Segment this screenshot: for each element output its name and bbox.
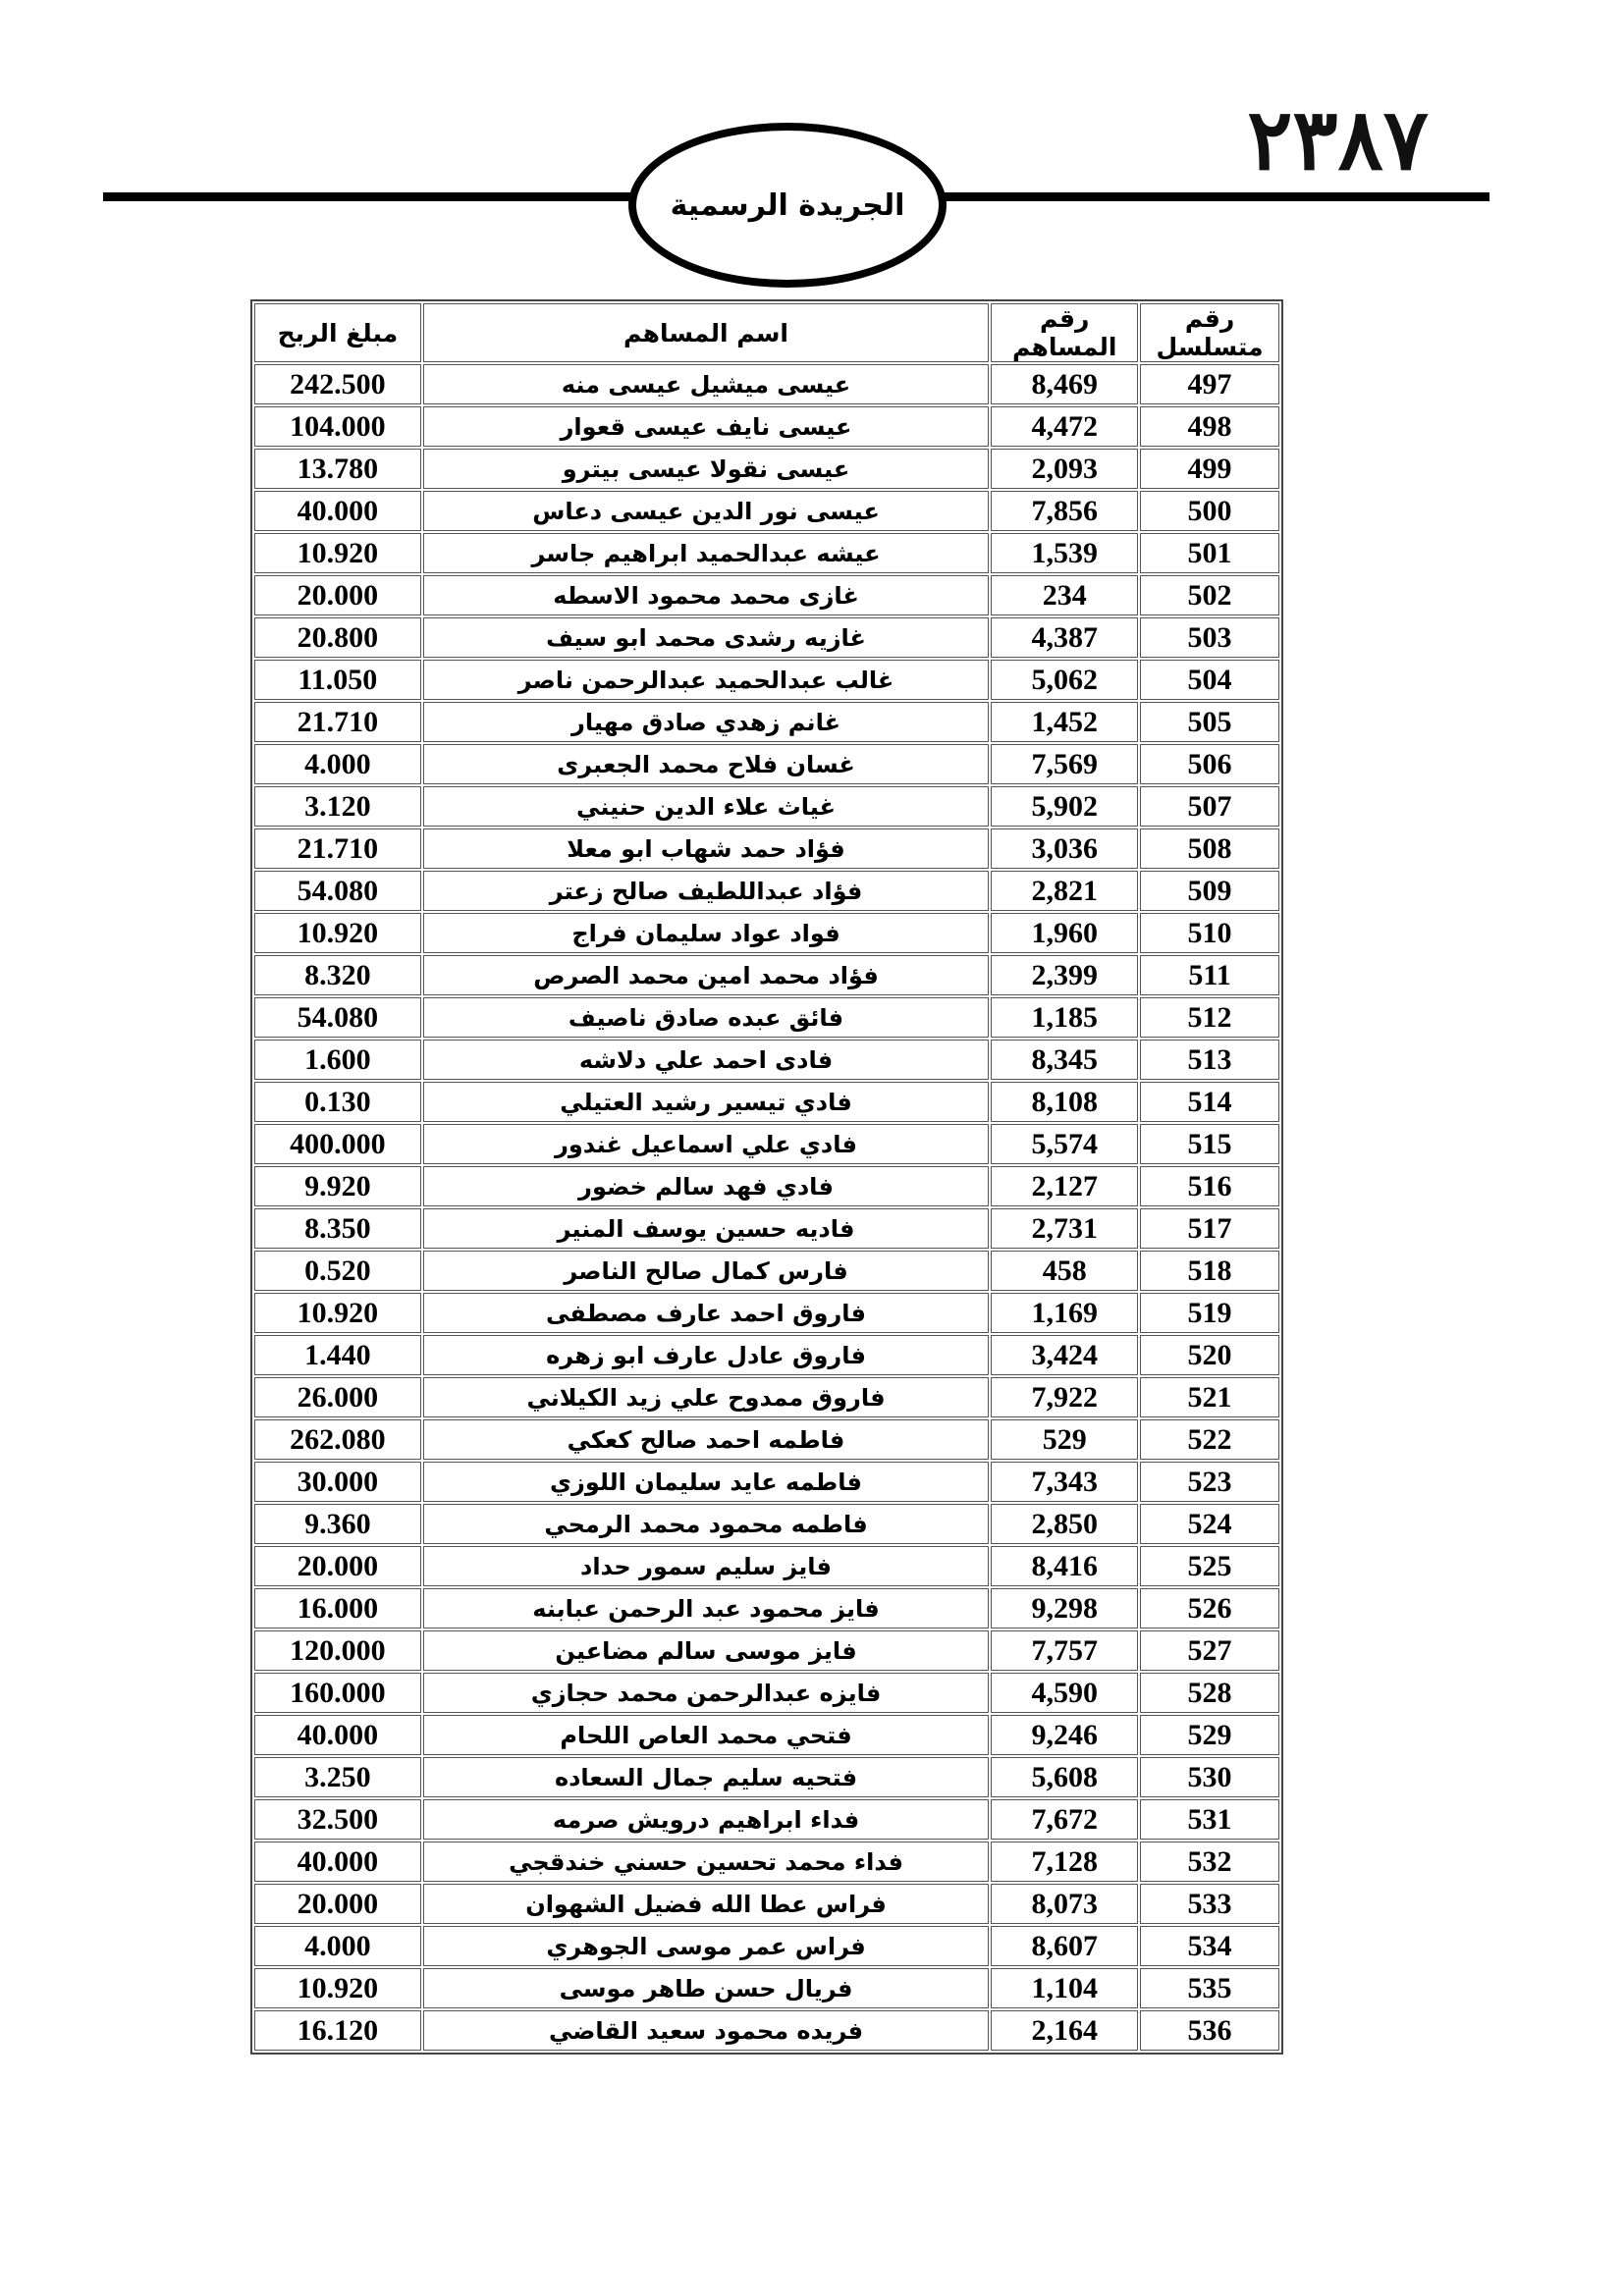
amount-cell: 8.350 [254,1208,421,1249]
table-row [254,1377,1279,1417]
table-row [254,617,1279,658]
serial-cell: 503 [1140,617,1279,658]
shareholder-no-cell: 5,902 [991,786,1138,827]
name-cell: فواد عواد سليمان فراج [423,913,989,953]
amount-cell: 10.920 [254,1293,421,1333]
amount-cell: 16.120 [254,2010,421,2051]
table-row [254,744,1279,784]
amount-cell: 40.000 [254,1715,421,1755]
table-row [254,1462,1279,1502]
shareholder-no-cell: 3,424 [991,1335,1138,1375]
table-row [254,1504,1279,1544]
amount-cell: 3.250 [254,1757,421,1797]
table-row [254,1630,1279,1671]
table-row [254,1884,1279,1924]
serial-cell: 536 [1140,2010,1279,2051]
serial-cell: 510 [1140,913,1279,953]
name-cell: فايز موسى سالم مضاعين [423,1630,989,1671]
serial-cell: 532 [1140,1842,1279,1882]
shareholder-no-cell: 8,469 [991,364,1138,404]
name-cell: فاروق احمد عارف مصطفى [423,1293,989,1333]
shareholder-no-cell: 4,590 [991,1673,1138,1713]
shareholder-no-cell: 2,399 [991,955,1138,995]
shareholder-no-cell: 7,569 [991,744,1138,784]
serial-cell: 509 [1140,871,1279,911]
table-row [254,1208,1279,1249]
serial-cell: 502 [1140,575,1279,615]
table-row [254,871,1279,911]
shareholder-no-cell: 4,387 [991,617,1138,658]
name-cell: عيسى نايف عيسى قعوار [423,406,989,447]
serial-cell: 499 [1140,449,1279,489]
name-cell: فائق عبده صادق ناصيف [423,997,989,1038]
table-row [254,1082,1279,1122]
serial-cell: 522 [1140,1419,1279,1460]
serial-cell: 516 [1140,1166,1279,1206]
name-cell: فايز سليم سمور حداد [423,1546,989,1586]
gazette-title: الجريدة الرسمية [670,187,905,223]
col-serial: رقم متسلسل [1140,303,1279,362]
shareholder-no-cell: 8,416 [991,1546,1138,1586]
shareholder-no-cell: 7,343 [991,1462,1138,1502]
shareholder-no-cell: 2,850 [991,1504,1138,1544]
name-cell: عيسى نقولا عيسى بيترو [423,449,989,489]
name-cell: فتحي محمد العاص اللحام [423,1715,989,1755]
table-row [254,1757,1279,1797]
table-row [254,491,1279,531]
amount-cell: 4.000 [254,744,421,784]
table-row [254,1673,1279,1713]
amount-cell: 8.320 [254,955,421,995]
amount-cell: 4.000 [254,1926,421,1966]
table-row [254,364,1279,404]
serial-cell: 504 [1140,660,1279,700]
amount-cell: 0.130 [254,1082,421,1122]
shareholder-no-cell: 9,298 [991,1588,1138,1629]
table-row [254,1799,1279,1840]
amount-cell: 400.000 [254,1124,421,1164]
name-cell: غازى محمد محمود الاسطه [423,575,989,615]
amount-cell: 10.920 [254,913,421,953]
table-header [254,303,1279,362]
table-row [254,997,1279,1038]
col-name: اسم المساهم [423,303,989,362]
name-cell: فؤاد محمد امين محمد الصرص [423,955,989,995]
amount-cell: 0.520 [254,1251,421,1291]
name-cell: فداء ابراهيم درويش صرمه [423,1799,989,1840]
name-cell: غسان فلاح محمد الجعبرى [423,744,989,784]
name-cell: فريده محمود سعيد القاضي [423,2010,989,2051]
serial-cell: 520 [1140,1335,1279,1375]
name-cell: فؤاد حمد شهاب ابو معلا [423,828,989,869]
amount-cell: 30.000 [254,1462,421,1502]
amount-cell: 262.080 [254,1419,421,1460]
serial-cell: 523 [1140,1462,1279,1502]
table-row [254,533,1279,573]
serial-cell: 533 [1140,1884,1279,1924]
serial-cell: 526 [1140,1588,1279,1629]
table-row [254,406,1279,447]
name-cell: فاروق ممدوح علي زيد الكيلاني [423,1377,989,1417]
serial-cell: 527 [1140,1630,1279,1671]
amount-cell: 9.360 [254,1504,421,1544]
amount-cell: 9.920 [254,1166,421,1206]
name-cell: عيسى نور الدين عيسى دعاس [423,491,989,531]
name-cell: عيشه عبدالحميد ابراهيم جاسر [423,533,989,573]
shareholder-no-cell: 234 [991,575,1138,615]
name-cell: غازيه رشدى محمد ابو سيف [423,617,989,658]
name-cell: فاديه حسين يوسف المنير [423,1208,989,1249]
shareholder-no-cell: 1,104 [991,1968,1138,2008]
shareholder-no-cell: 1,169 [991,1293,1138,1333]
shareholder-no-cell: 8,607 [991,1926,1138,1966]
serial-cell: 525 [1140,1546,1279,1586]
table-row [254,1335,1279,1375]
amount-cell: 40.000 [254,491,421,531]
table-row [254,660,1279,700]
amount-cell: 26.000 [254,1377,421,1417]
name-cell: فايز محمود عبد الرحمن عبابنه [423,1588,989,1629]
amount-cell: 104.000 [254,406,421,447]
serial-cell: 508 [1140,828,1279,869]
serial-cell: 501 [1140,533,1279,573]
table-row [254,1926,1279,1966]
shareholder-no-cell: 8,108 [991,1082,1138,1122]
shareholder-no-cell: 8,073 [991,1884,1138,1924]
name-cell: فادي فهد سالم خضور [423,1166,989,1206]
serial-cell: 514 [1140,1082,1279,1122]
name-cell: فادى احمد علي دلاشه [423,1040,989,1080]
dividends-table [250,299,1283,2055]
serial-cell: 519 [1140,1293,1279,1333]
shareholder-no-cell: 1,960 [991,913,1138,953]
name-cell: فادي علي اسماعيل غندور [423,1124,989,1164]
shareholder-no-cell: 4,472 [991,406,1138,447]
table-row [254,702,1279,742]
col-amount: مبلغ الربح [254,303,421,362]
table-row [254,1251,1279,1291]
shareholder-no-cell: 5,574 [991,1124,1138,1164]
amount-cell: 16.000 [254,1588,421,1629]
amount-cell: 20.000 [254,575,421,615]
name-cell: فاروق عادل عارف ابو زهره [423,1335,989,1375]
table-row [254,1293,1279,1333]
table-row [254,1842,1279,1882]
amount-cell: 1.600 [254,1040,421,1080]
amount-cell: 40.000 [254,1842,421,1882]
name-cell: فريال حسن طاهر موسى [423,1968,989,2008]
amount-cell: 21.710 [254,828,421,869]
serial-cell: 534 [1140,1926,1279,1966]
shareholder-no-cell: 2,731 [991,1208,1138,1249]
shareholder-no-cell: 5,608 [991,1757,1138,1797]
name-cell: فاطمه محمود محمد الرمحي [423,1504,989,1544]
amount-cell: 21.710 [254,702,421,742]
serial-cell: 511 [1140,955,1279,995]
shareholder-no-cell: 1,539 [991,533,1138,573]
serial-cell: 505 [1140,702,1279,742]
name-cell: عيسى ميشيل عيسى منه [423,364,989,404]
name-cell: فؤاد عبداللطيف صالح زعتر [423,871,989,911]
shareholder-no-cell: 2,093 [991,449,1138,489]
shareholder-no-cell: 7,856 [991,491,1138,531]
amount-cell: 54.080 [254,997,421,1038]
serial-cell: 530 [1140,1757,1279,1797]
serial-cell: 515 [1140,1124,1279,1164]
table-row [254,575,1279,615]
amount-cell: 120.000 [254,1630,421,1671]
shareholder-no-cell: 2,127 [991,1166,1138,1206]
table-row [254,1419,1279,1460]
shareholder-no-cell: 3,036 [991,828,1138,869]
table-row [254,1166,1279,1206]
table-row [254,828,1279,869]
table-row [254,1968,1279,2008]
amount-cell: 20.000 [254,1546,421,1586]
shareholder-no-cell: 529 [991,1419,1138,1460]
serial-cell: 500 [1140,491,1279,531]
serial-cell: 535 [1140,1968,1279,2008]
amount-cell: 10.920 [254,533,421,573]
table-row [254,1588,1279,1629]
name-cell: فارس كمال صالح الناصر [423,1251,989,1291]
name-cell: غانم زهدي صادق مهيار [423,702,989,742]
serial-cell: 517 [1140,1208,1279,1249]
amount-cell: 1.440 [254,1335,421,1375]
shareholder-no-cell: 5,062 [991,660,1138,700]
name-cell: فايزه عبدالرحمن محمد حجازي [423,1673,989,1713]
table-row [254,913,1279,953]
serial-cell: 529 [1140,1715,1279,1755]
amount-cell: 13.780 [254,449,421,489]
shareholder-no-cell: 1,452 [991,702,1138,742]
name-cell: غياث علاء الدين حنيني [423,786,989,827]
shareholder-no-cell: 2,164 [991,2010,1138,2051]
amount-cell: 242.500 [254,364,421,404]
name-cell: غالب عبدالحميد عبدالرحمن ناصر [423,660,989,700]
serial-cell: 507 [1140,786,1279,827]
amount-cell: 20.000 [254,1884,421,1924]
shareholder-no-cell: 8,345 [991,1040,1138,1080]
amount-cell: 20.800 [254,617,421,658]
col-shareholder-no: رقم المساهم [991,303,1138,362]
serial-cell: 528 [1140,1673,1279,1713]
shareholder-no-cell: 458 [991,1251,1138,1291]
serial-cell: 506 [1140,744,1279,784]
shareholder-no-cell: 7,128 [991,1842,1138,1882]
table-row [254,1715,1279,1755]
shareholder-no-cell: 7,672 [991,1799,1138,1840]
name-cell: فراس عطا الله فضيل الشهوان [423,1884,989,1924]
shareholder-no-cell: 1,185 [991,997,1138,1038]
serial-cell: 518 [1140,1251,1279,1291]
page-number: ٢٣٨٧ [1247,93,1429,187]
table-row [254,955,1279,995]
table-row [254,1546,1279,1586]
table-row [254,1124,1279,1164]
serial-cell: 513 [1140,1040,1279,1080]
serial-cell: 498 [1140,406,1279,447]
amount-cell: 160.000 [254,1673,421,1713]
amount-cell: 3.120 [254,786,421,827]
serial-cell: 524 [1140,1504,1279,1544]
table-row [254,1040,1279,1080]
shareholder-no-cell: 7,922 [991,1377,1138,1417]
name-cell: فتحيه سليم جمال السعاده [423,1757,989,1797]
table-row [254,2010,1279,2051]
serial-cell: 497 [1140,364,1279,404]
shareholder-no-cell: 9,246 [991,1715,1138,1755]
serial-cell: 521 [1140,1377,1279,1417]
amount-cell: 10.920 [254,1968,421,2008]
amount-cell: 54.080 [254,871,421,911]
name-cell: فاطمه احمد صالح كعكي [423,1419,989,1460]
serial-cell: 512 [1140,997,1279,1038]
shareholder-no-cell: 7,757 [991,1630,1138,1671]
shareholder-no-cell: 2,821 [991,871,1138,911]
name-cell: فراس عمر موسى الجوهري [423,1926,989,1966]
table-row [254,786,1279,827]
serial-cell: 531 [1140,1799,1279,1840]
name-cell: فادي تيسير رشيد العتيلي [423,1082,989,1122]
amount-cell: 11.050 [254,660,421,700]
name-cell: فداء محمد تحسين حسني خندقجي [423,1842,989,1882]
amount-cell: 32.500 [254,1799,421,1840]
name-cell: فاطمه عايد سليمان اللوزي [423,1462,989,1502]
gazette-title-oval [628,123,947,288]
table-row [254,449,1279,489]
